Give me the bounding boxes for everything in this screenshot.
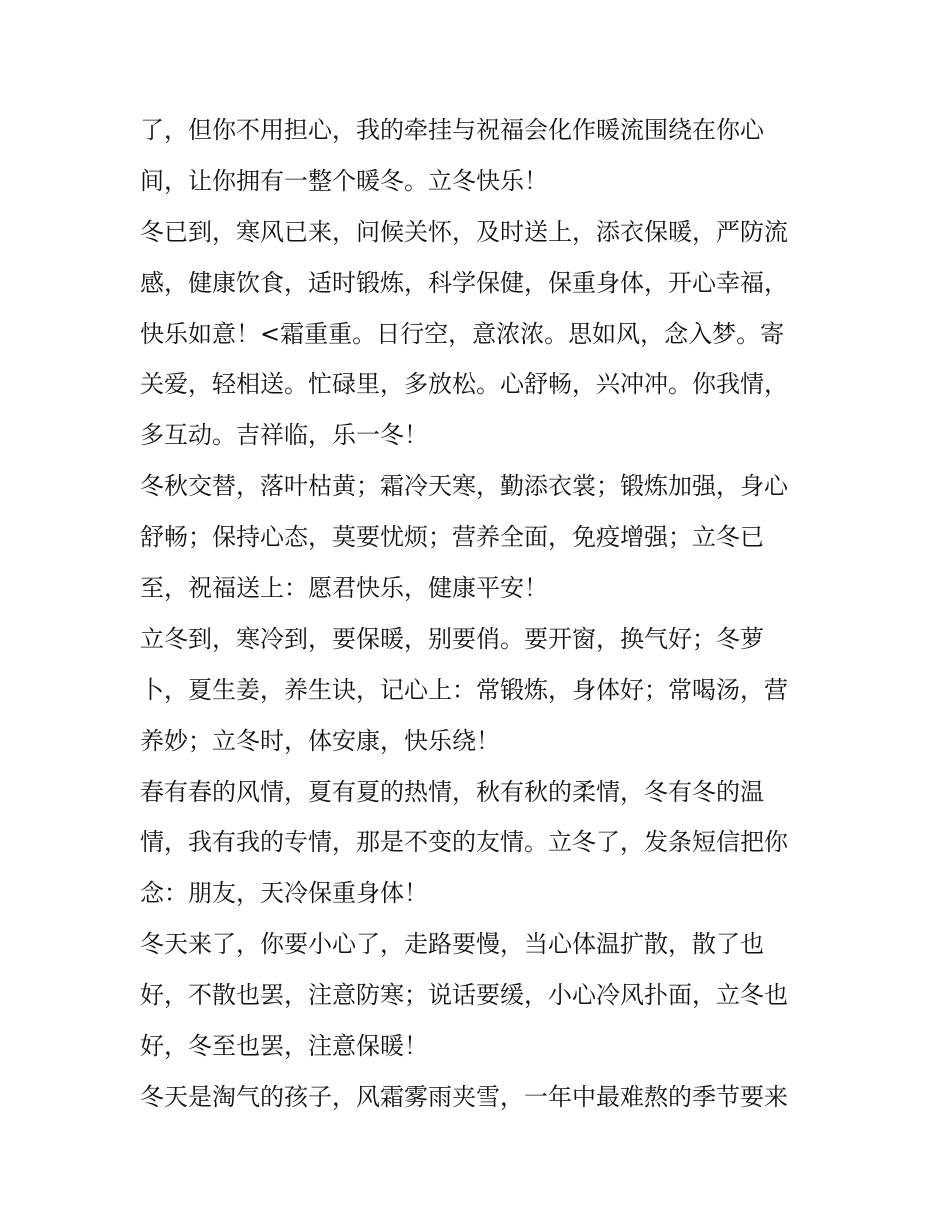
text-line: 好，不散也罢，注意防寒；说话要缓，小心冷风扑面，立冬也 <box>140 981 788 1010</box>
text-line: 春有春的风情，夏有夏的热情，秋有秋的柔情，冬有冬的温 <box>140 777 764 806</box>
text-line: 多互动。吉祥临，乐一冬！ <box>140 421 428 450</box>
text-line: 关爱，轻相送。忙碌里，多放松。心舒畅，兴冲冲。你我情， <box>140 370 788 399</box>
text-line: 舒畅；保持心态，莫要忧烦；营养全面，免疫增强；立冬已 <box>140 523 764 552</box>
text-line: 冬已到，寒风已来，问候关怀，及时送上，添衣保暖，严防流 <box>140 217 788 246</box>
text-line: 念：朋友，天冷保重身体！ <box>140 879 428 908</box>
body-text <box>140 105 820 1123</box>
text-line: 感，健康饮食，适时锻炼，科学保健，保重身体，开心幸福， <box>140 268 788 297</box>
text-line: 冬秋交替，落叶枯黄；霜冷天寒，勤添衣裳；锻炼加强，身心 <box>140 472 788 501</box>
text-line: 情，我有我的专情，那是不变的友情。立冬了，发条短信把你 <box>140 828 788 857</box>
text-line: 养妙；立冬时，体安康，快乐绕！ <box>140 726 500 755</box>
text-line: 好，冬至也罢，注意保暖！ <box>140 1032 428 1061</box>
text-line: 冬天是淘气的孩子，风霜雾雨夹雪，一年中最难熬的季节要来 <box>140 1082 788 1111</box>
text-line: 冬天来了，你要小心了，走路要慢，当心体温扩散，散了也 <box>140 930 764 959</box>
text-line: 快乐如意！<霜重重。日行空，意浓浓。思如风，念入梦。寄 <box>140 319 785 348</box>
text-line: 卜，夏生姜，养生诀，记心上：常锻炼，身体好；常喝汤，营 <box>140 675 788 704</box>
text-line: 立冬到，寒冷到，要保暖，别要俏。要开窗，换气好；冬萝 <box>140 624 764 653</box>
text-line: 间，让你拥有一整个暖冬。立冬快乐！ <box>140 166 548 195</box>
text-line: 至，祝福送上：愿君快乐，健康平安！ <box>140 574 548 603</box>
text-line: 了，但你不用担心，我的牵挂与祝福会化作暖流围绕在你心 <box>140 116 764 144</box>
